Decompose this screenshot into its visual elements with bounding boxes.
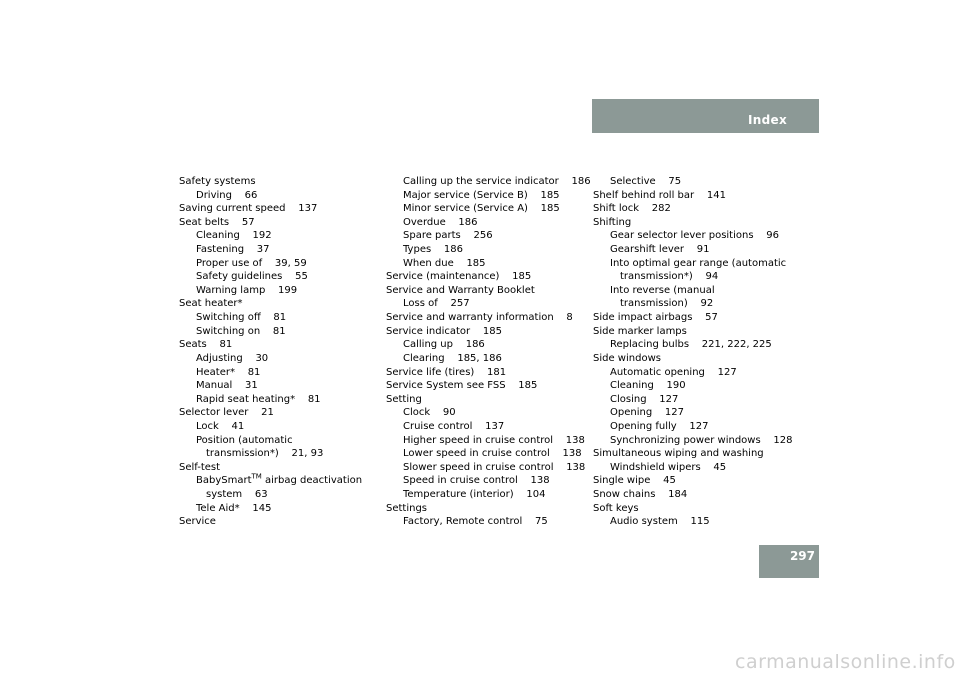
- index-subentry: [179, 366, 362, 380]
- entry-text: Cleaning 192: [196, 230, 272, 242]
- index-entry: [386, 379, 591, 393]
- index-subentry: [386, 474, 591, 488]
- index-subentry: [386, 406, 591, 420]
- index-subentry: [179, 311, 362, 325]
- index-entry: [386, 270, 591, 284]
- entry-text: When due 185: [403, 257, 486, 269]
- index-subentry: [386, 229, 591, 243]
- index-subentry: [593, 257, 793, 271]
- index-subentry: [386, 297, 591, 311]
- entry-text: BabySmart: [196, 475, 252, 487]
- index-entry: [386, 366, 591, 380]
- entry-text: Switching on 81: [196, 325, 286, 337]
- index-entry: [593, 311, 793, 325]
- index-entry: [179, 515, 362, 529]
- index-subentry: [386, 515, 591, 529]
- entry-text: Manual 31: [196, 380, 258, 392]
- index-subentry: [593, 284, 793, 298]
- entry-text: Service: [179, 516, 216, 528]
- entry-text: Overdue 186: [403, 216, 478, 228]
- index-entry: [179, 406, 362, 420]
- entry-text: transmission) 92: [620, 298, 714, 310]
- entry-text: Settings: [386, 502, 428, 514]
- index-entry: [593, 202, 793, 216]
- index-entry: [386, 502, 591, 516]
- index-entry: [179, 202, 362, 216]
- index-subentry: [179, 379, 362, 393]
- entry-text: Self-test: [179, 461, 221, 473]
- index-entry: [386, 325, 591, 339]
- watermark: carmanualsonline.info: [735, 651, 956, 673]
- index-entry: [179, 461, 362, 475]
- entry-text: Safety systems: [179, 176, 256, 187]
- entry-text: transmission*) 94: [620, 271, 719, 283]
- index-entry: [179, 175, 362, 189]
- index-entry: [593, 216, 793, 230]
- entry-text: Calling up 186: [403, 339, 485, 351]
- entry-text: Cleaning 190: [610, 380, 686, 392]
- index-subentry: [386, 488, 591, 502]
- index-subentry: [593, 270, 793, 284]
- index-entry: [593, 488, 793, 502]
- index-subentry: [179, 393, 362, 407]
- entry-text: Shifting: [593, 216, 632, 228]
- page-number: 297: [789, 549, 815, 563]
- entry-text: Safety guidelines 55: [196, 271, 308, 283]
- entry-text: Gearshift lever 91: [610, 244, 710, 256]
- entry-text: Loss of 257: [403, 298, 470, 310]
- entry-text: Proper use of 39, 59: [196, 257, 307, 269]
- entry-text: Factory, Remote control 75: [403, 516, 548, 528]
- index-subentry: [386, 447, 591, 461]
- entry-text: Lock 41: [196, 420, 245, 432]
- entry-text: Speed in cruise control 138: [403, 475, 550, 487]
- entry-text: Service life (tires) 181: [386, 366, 507, 378]
- index-subentry: [386, 243, 591, 257]
- index-subentry: [386, 352, 591, 366]
- index-subentry: [179, 434, 362, 448]
- entry-text: Clock 90: [403, 407, 456, 419]
- entry-text: Driving 66: [196, 189, 258, 201]
- index-subentry: [593, 366, 793, 380]
- index-entry: [593, 447, 793, 461]
- entry-text: Higher speed in cruise control 138: [403, 434, 585, 446]
- entry-text: Fastening 37: [196, 244, 270, 256]
- index-entry: [386, 311, 591, 325]
- entry-text: Selective 75: [610, 176, 682, 187]
- entry-text: Windshield wipers 45: [610, 461, 727, 473]
- entry-text: Opening fully 127: [610, 420, 709, 432]
- entry-text: Closing 127: [610, 393, 679, 405]
- index-subentry: [179, 270, 362, 284]
- entry-text: Service System see FSS 185: [386, 380, 538, 392]
- entry-text: Seats 81: [179, 339, 233, 351]
- entry-text: Types 186: [403, 244, 463, 256]
- entry-text: Calling up the service indicator 186: [403, 176, 591, 187]
- index-subentry: [179, 189, 362, 203]
- entry-text: Service indicator 185: [386, 325, 502, 337]
- entry-text: Opening 127: [610, 407, 684, 419]
- entry-text: Service (maintenance) 185: [386, 271, 532, 283]
- index-subentry: [179, 352, 362, 366]
- index-subentry: [179, 243, 362, 257]
- index-subentry: [386, 434, 591, 448]
- entry-text: Saving current speed 137: [179, 203, 318, 215]
- index-subentry: [593, 515, 793, 529]
- entry-text: Into optimal gear range (automatic: [610, 257, 787, 269]
- entry-text: Slower speed in cruise control 138: [403, 461, 586, 473]
- entry-text: Gear selector lever positions 96: [610, 230, 779, 242]
- entry-text: Seat belts 57: [179, 216, 255, 228]
- entry-text: Heater* 81: [196, 366, 261, 378]
- entry-text: Synchronizing power windows 128: [610, 434, 793, 446]
- index-subentry: [593, 379, 793, 393]
- index-column-1: [179, 175, 362, 529]
- index-subentry: [179, 284, 362, 298]
- index-subentry: [593, 420, 793, 434]
- index-entry: [179, 297, 362, 311]
- entry-text: Shelf behind roll bar 141: [593, 189, 726, 201]
- entry-text: Spare parts 256: [403, 230, 493, 242]
- index-subentry: [179, 502, 362, 516]
- page-number-tab: [759, 545, 819, 578]
- index-entry: [593, 325, 793, 339]
- entry-text: Replacing bulbs 221, 222, 225: [610, 339, 772, 351]
- index-subentry: [179, 420, 362, 434]
- entry-text: transmission*) 21, 93: [206, 448, 324, 460]
- index-subentry: [593, 229, 793, 243]
- index-column-3: [593, 175, 793, 529]
- index-subentry: [179, 229, 362, 243]
- index-subentry: [593, 461, 793, 475]
- index-entry: [593, 474, 793, 488]
- entry-text: Simultaneous wiping and washing: [593, 448, 764, 460]
- entry-text: Major service (Service B) 185: [403, 189, 560, 201]
- entry-text: Shift lock 282: [593, 203, 671, 215]
- entry-text: Clearing 185, 186: [403, 352, 502, 364]
- trademark-superscript: TM: [251, 473, 262, 482]
- index-subentry: [593, 175, 793, 189]
- index-subentry: [593, 338, 793, 352]
- index-entry: [593, 352, 793, 366]
- entry-text: Switching off 81: [196, 312, 287, 324]
- index-subentry: [593, 406, 793, 420]
- index-subentry: [179, 257, 362, 271]
- entry-text: Service and Warranty Booklet: [386, 284, 535, 296]
- entry-text: Side impact airbags 57: [593, 312, 718, 324]
- index-subentry: [593, 297, 793, 311]
- index-subentry: [386, 216, 591, 230]
- index-subentry: [386, 175, 591, 189]
- index-subentry: [179, 474, 362, 488]
- entry-text: Rapid seat heating* 81: [196, 393, 321, 405]
- index-subentry: [593, 393, 793, 407]
- index-header-tab: [592, 99, 819, 133]
- index-entry: [386, 284, 591, 298]
- index-entry: [593, 189, 793, 203]
- section-title: Index: [748, 113, 787, 127]
- index-subentry: [386, 202, 591, 216]
- entry-text: Side windows: [593, 352, 661, 364]
- index-subentry: [386, 420, 591, 434]
- entry-text: Snow chains 184: [593, 489, 688, 501]
- entry-text: system 63: [206, 489, 268, 501]
- index-subentry: [179, 488, 362, 502]
- entry-text: Tele Aid* 145: [196, 502, 272, 514]
- entry-text: Side marker lamps: [593, 325, 687, 337]
- index-subentry: [386, 338, 591, 352]
- index-subentry: [386, 257, 591, 271]
- index-entry: [179, 216, 362, 230]
- entry-text: Setting: [386, 393, 422, 405]
- entry-text: Adjusting 30: [196, 352, 269, 364]
- entry-text: Temperature (interior) 104: [403, 489, 546, 501]
- entry-text: Soft keys: [593, 502, 639, 514]
- index-subentry: [386, 461, 591, 475]
- entry-text: Service and warranty information 8: [386, 312, 573, 324]
- index-subentry: [179, 325, 362, 339]
- entry-text: Automatic opening 127: [610, 366, 737, 378]
- entry-text: Cruise control 137: [403, 420, 505, 432]
- entry-text: Minor service (Service A) 185: [403, 203, 560, 215]
- entry-text: Warning lamp 199: [196, 284, 298, 296]
- index-column-2: [386, 175, 591, 529]
- entry-text-continued: airbag deactivation: [261, 475, 363, 487]
- index-subentry: [593, 243, 793, 257]
- index-entry: [179, 338, 362, 352]
- entry-text: Lower speed in cruise control 138: [403, 448, 582, 460]
- entry-text: Into reverse (manual: [610, 284, 715, 296]
- index-entry: [386, 393, 591, 407]
- index-subentry: [179, 447, 362, 461]
- index-subentry: [593, 434, 793, 448]
- index-subentry: [386, 189, 591, 203]
- entry-text: Audio system 115: [610, 516, 710, 528]
- entry-text: Seat heater*: [179, 298, 243, 310]
- entry-text: Single wipe 45: [593, 475, 676, 487]
- entry-text: Selector lever 21: [179, 407, 274, 419]
- index-entry: [593, 502, 793, 516]
- entry-text: Position (automatic: [196, 434, 293, 446]
